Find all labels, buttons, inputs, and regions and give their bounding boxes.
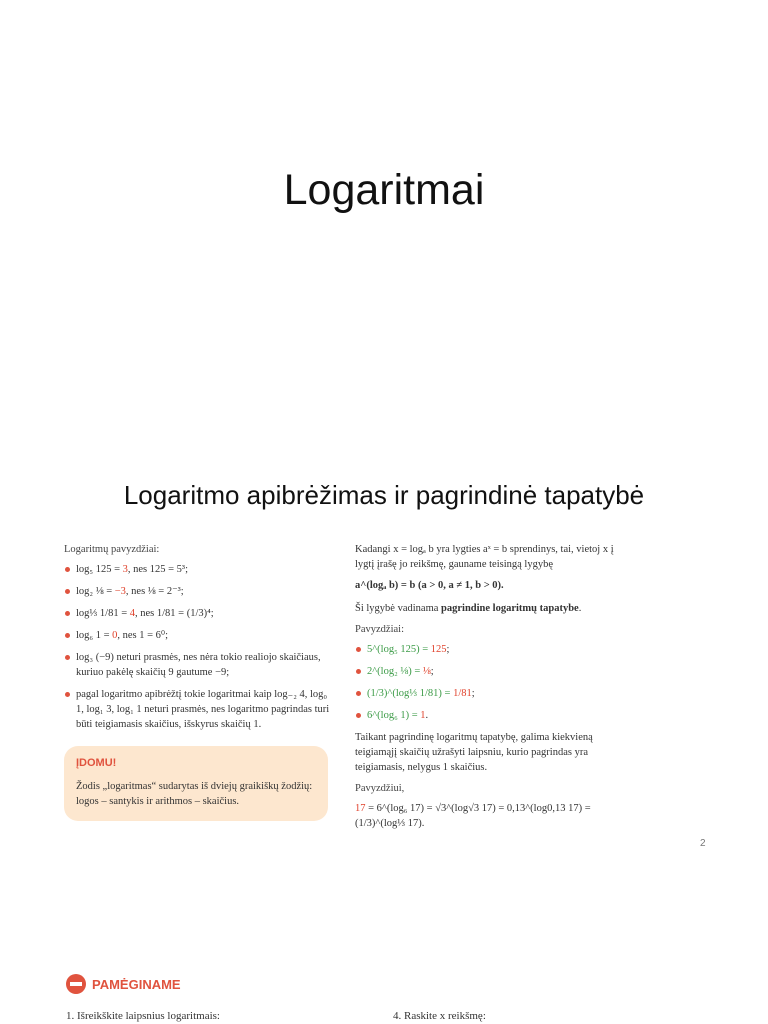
list-item: log⅓ 1/81 = 4, nes 1/81 = (1/3)⁴; bbox=[64, 606, 330, 621]
slide-subtitle: Logaritmo apibrėžimas ir pagrindinė tapatybė bbox=[123, 480, 645, 510]
identity-formula: a^(logₐ b) = b (a > 0, a ≠ 1, b > 0). bbox=[355, 580, 504, 591]
bullet-icon bbox=[356, 691, 361, 696]
exercise-4: 4. Raskite x reikšmę: bbox=[393, 1010, 486, 1022]
right-column bbox=[355, 542, 625, 837]
try-icon bbox=[66, 974, 86, 994]
bullet-icon bbox=[65, 567, 70, 572]
section-header bbox=[66, 974, 181, 994]
list-item: log₆ 1 = 0, nes 1 = 6⁰; bbox=[64, 628, 330, 643]
application-example: 17 = 6^(log₆ 17) = √3^(log√3 17) = 0,13^(log0,13 17) = (1/3)^(log⅓ 17). bbox=[355, 803, 591, 829]
callout-text: Žodis „logaritmas“ sudarytas iš dviejų graikiškų žodžių: logos – santykis ir arithmos – skaičius. bbox=[76, 781, 313, 807]
bullet-icon bbox=[65, 611, 70, 616]
application-paragraph: Taikant pagrindinę logaritmų tapatybę, galima kiekvieną teigiamąjį skaičių užrašyti laipsniu, kurio pagrindas yra teigiamasis, nelygus 1 skaičius. bbox=[355, 732, 593, 773]
left-column bbox=[64, 542, 330, 821]
callout-title: ĮDOMU! bbox=[76, 757, 117, 769]
examples-heading: Logaritmų pavyzdžiai: bbox=[64, 544, 160, 555]
bullet-icon bbox=[65, 655, 70, 660]
section-label: PAMĖGINAME bbox=[92, 976, 181, 992]
list-item: 6^(log₆ 1) = 1. bbox=[355, 708, 625, 723]
identity-name-paragraph: Ši lygybė vadinama pagrindine logaritmų tapatybe. bbox=[355, 603, 582, 614]
bullet-icon bbox=[65, 589, 70, 594]
identity-examples-list bbox=[355, 642, 625, 723]
interesting-callout bbox=[64, 746, 328, 821]
bullet-icon bbox=[65, 633, 70, 638]
bullet-icon bbox=[356, 647, 361, 652]
bullet-icon bbox=[65, 692, 70, 697]
slide-title: Logaritmai bbox=[283, 166, 485, 214]
examples-list bbox=[64, 562, 330, 732]
list-item: log₅ 125 = 3, nes 125 = 5³; bbox=[64, 562, 330, 577]
identity-examples-heading: Pavyzdžiai: bbox=[355, 624, 404, 635]
bullet-icon bbox=[356, 713, 361, 718]
list-item: log₃ (−9) neturi prasmės, nes nėra tokio realiojo skaičiaus, kuriuo pakėlę skaičių 9 gautume −9; bbox=[64, 650, 330, 680]
list-item: log₂ ⅛ = −3, nes ⅛ = 2⁻³; bbox=[64, 584, 330, 599]
list-item: 2^(log₂ ⅛) = ⅛; bbox=[355, 664, 625, 679]
intro-paragraph: Kadangi x = logₐ b yra lygties aˣ = b sprendinys, tai, vietoj x į lygtį įrašę jo reikšmę, gauname teisingą lygybę bbox=[355, 544, 614, 570]
application-examples-heading: Pavyzdžiui, bbox=[355, 783, 405, 794]
bullet-icon bbox=[356, 669, 361, 674]
list-item: 5^(log₅ 125) = 125; bbox=[355, 642, 625, 657]
list-item: (1/3)^(log⅓ 1/81) = 1/81; bbox=[355, 686, 625, 701]
page-number: 2 bbox=[700, 838, 706, 849]
list-item: pagal logaritmo apibrėžtį tokie logaritmai kaip log₋₂ 4, log₀ 1, log₁ 3, log₁ 1 neturi prasmės, nes logaritmo pagrindas turi būti teigiamasis skaičius, išskyrus skaičių 1. bbox=[64, 687, 330, 732]
exercise-1: 1. Išreikškite laipsnius logaritmais: bbox=[66, 1010, 220, 1022]
